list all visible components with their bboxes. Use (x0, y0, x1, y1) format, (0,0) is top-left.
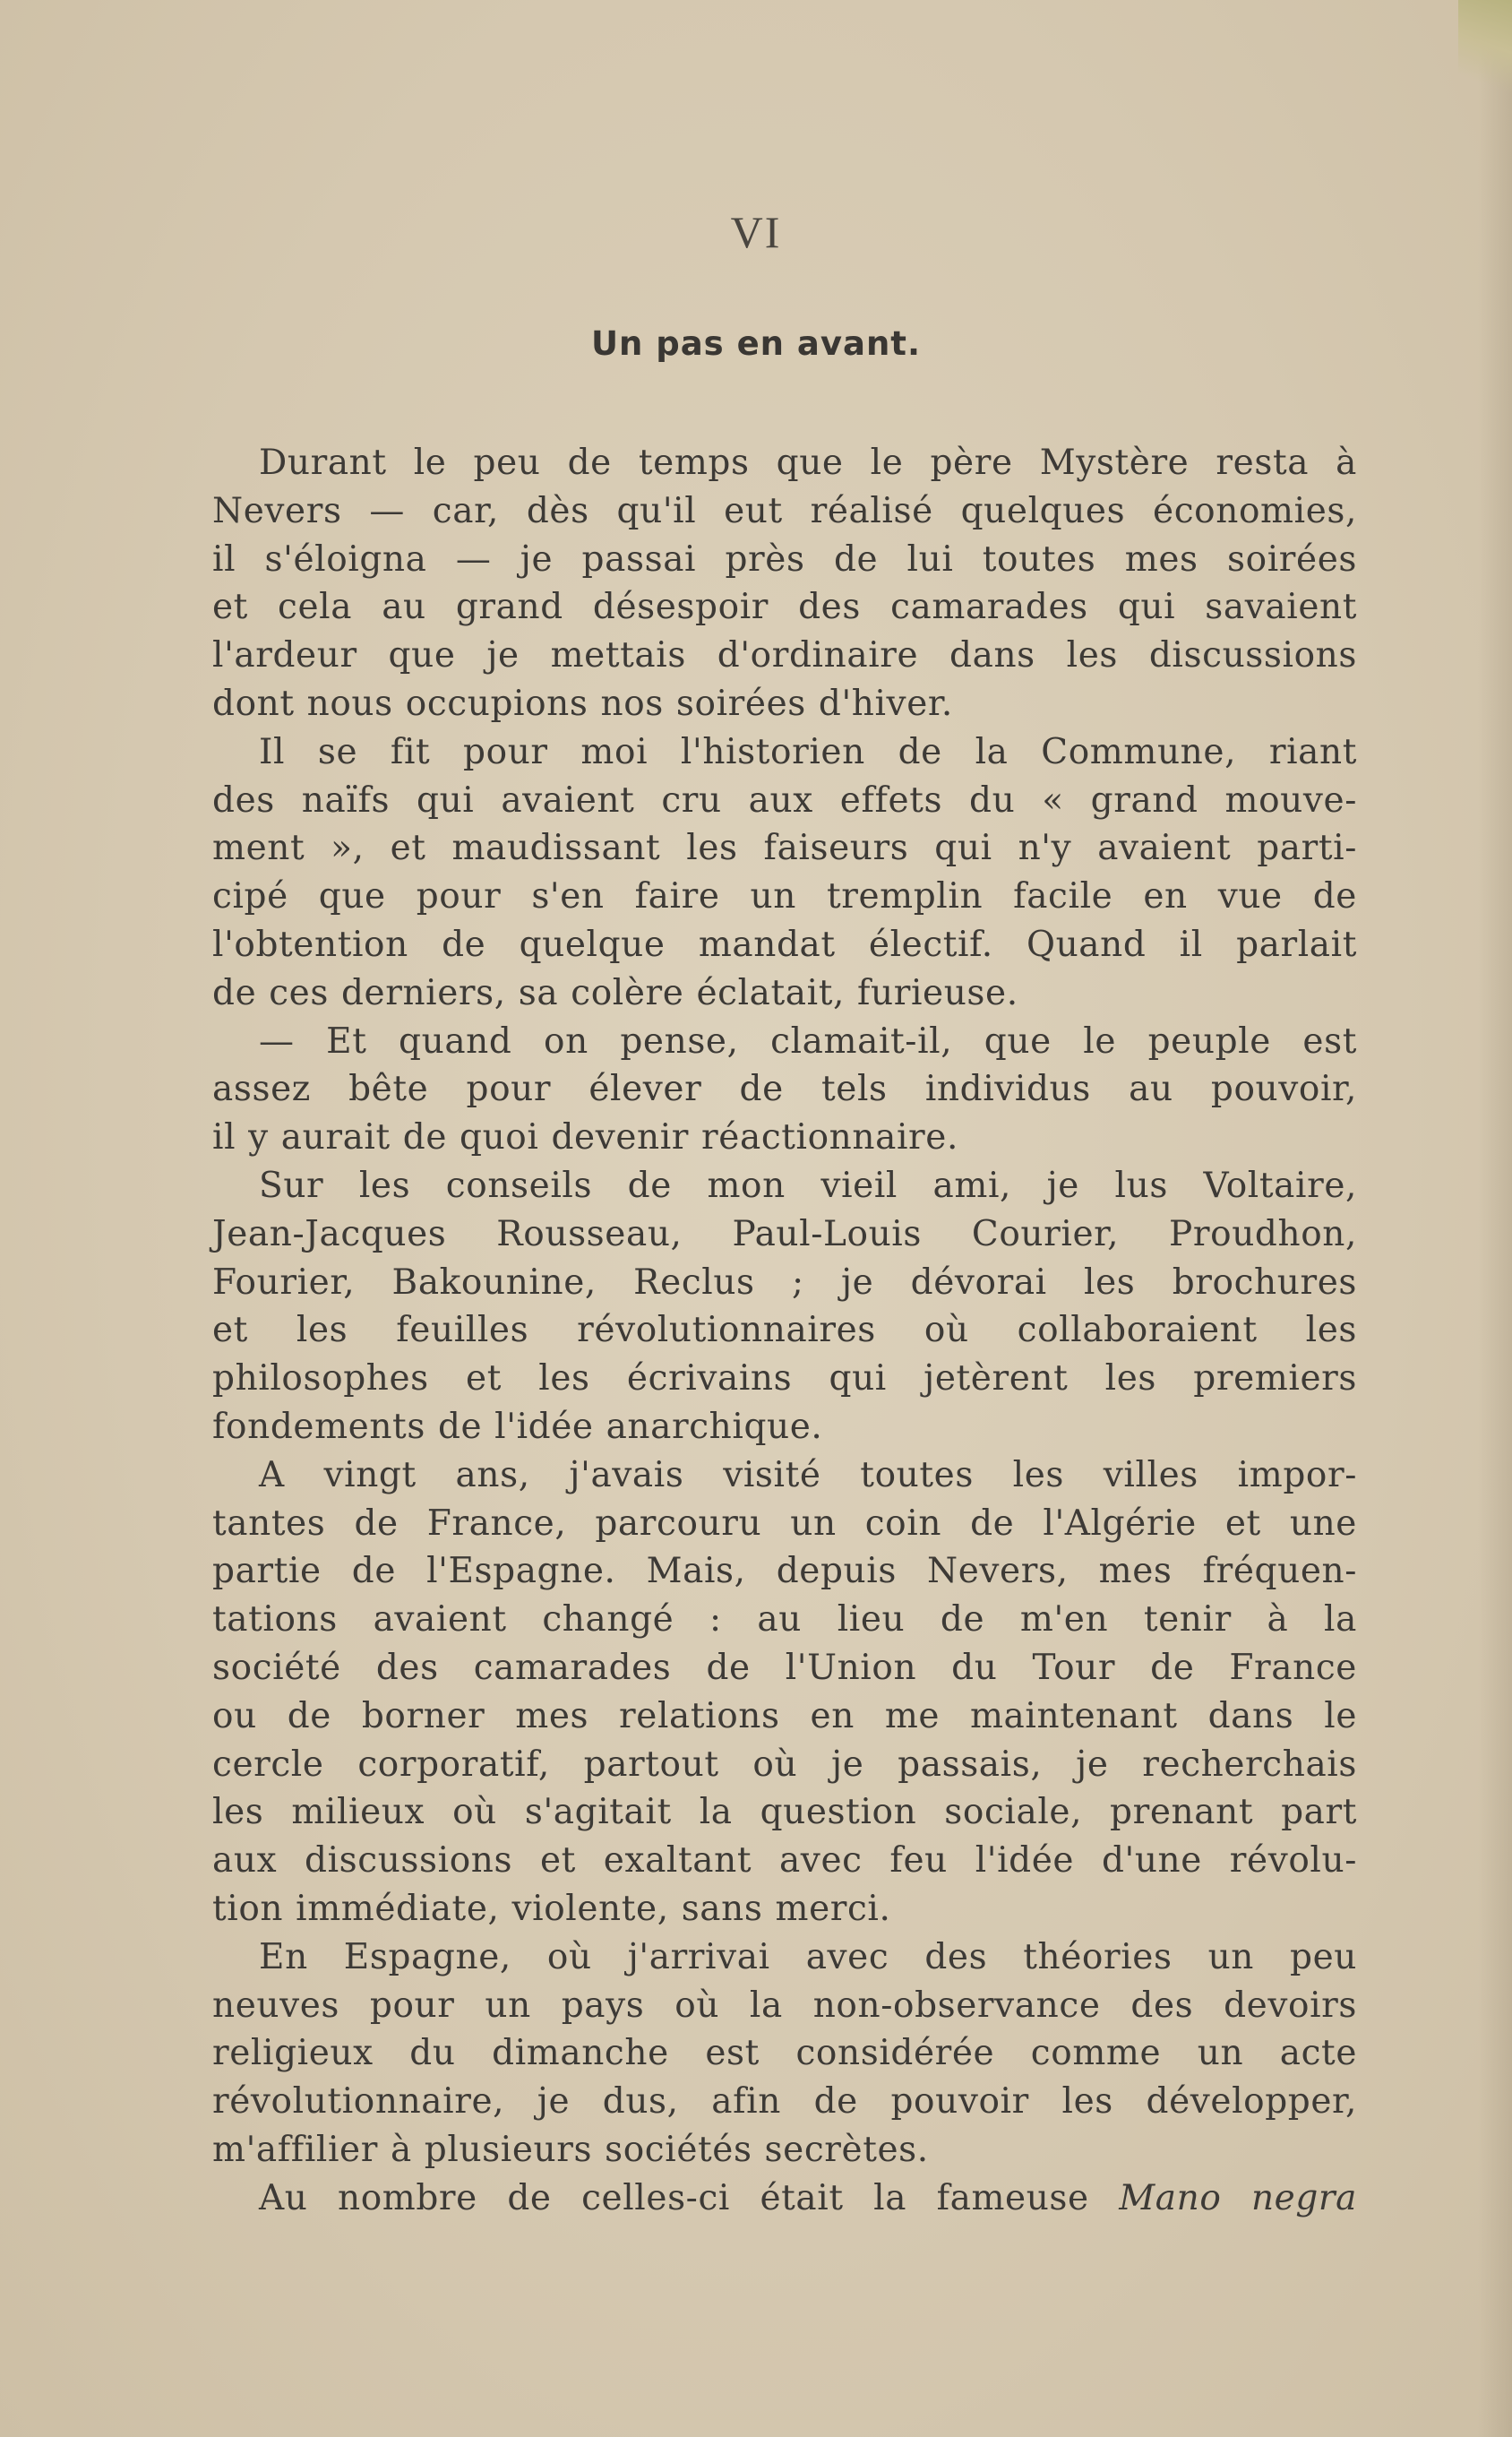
text-line: il s'éloigna — je passai près de lui toutes mes soirées (212, 538, 1357, 580)
italic-term: Mano negra (1119, 2177, 1357, 2218)
text-line: m'affilier à plusieurs sociétés secrètes. (212, 2129, 929, 2170)
text-line: Jean-Jacques Rousseau, Paul-Louis Courier, Proudhon, (212, 1213, 1357, 1254)
text-line: tantes de France, parcouru un coin de l'Algérie et une (212, 1503, 1357, 1544)
text-line: des naïfs qui avaient cru aux effets du « grand mouve- (212, 779, 1357, 821)
text-line: fondements de l'idée anarchique. (212, 1406, 823, 1447)
text-line: cipé que pour s'en faire un tremplin facile en vue de (212, 876, 1357, 917)
text-line: assez bête pour élever de tels individus au pouvoir, (212, 1069, 1357, 1110)
corner-stain (1458, 0, 1512, 99)
text-line: religieux du dimanche est considérée comme un acte (212, 2033, 1357, 2074)
text-line: ou de borner mes relations en me maintenant dans le (212, 1695, 1357, 1736)
text-line: dont nous occupions nos soirées d'hiver. (212, 683, 953, 724)
text-line: A vingt ans, j'avais visité toutes les villes impor- (259, 1454, 1357, 1495)
text-line: partie de l'Espagne. Mais, depuis Nevers, mes fréquen- (212, 1551, 1357, 1592)
text-line: il y aurait de quoi devenir réactionnaire. (212, 1117, 958, 1158)
chapter-number: VI (730, 207, 782, 257)
text-line: — Et quand on pense, clamait-il, que le peuple est (259, 1020, 1357, 1062)
text-line: l'obtention de quelque mandat électif. Quand il parlait (212, 924, 1357, 965)
text-line: En Espagne, où j'arrivai avec des théories un peu (259, 1936, 1357, 1977)
text-line: société des camarades de l'Union du Tour de France (212, 1647, 1357, 1688)
text-line: neuves pour un pays où la non-observance des devoirs (212, 1985, 1357, 2026)
text-line: ment », et maudissant les faiseurs qui n'y avaient parti- (212, 828, 1357, 869)
chapter-title: Un pas en avant. (590, 324, 922, 363)
text-line: tations avaient changé : au lieu de m'en tenir à la (212, 1599, 1357, 1640)
text-line: philosophes et les écrivains qui jetèrent les premiers (212, 1358, 1357, 1399)
text-line: l'ardeur que je mettais d'ordinaire dans les discussions (212, 635, 1357, 676)
page-edge-shadow (1478, 0, 1512, 2437)
text-line: Fourier, Bakounine, Reclus ; je dévorai les brochures (212, 1262, 1357, 1303)
text-line: tion immédiate, violente, sans merci. (212, 1888, 891, 1929)
text-line: et les feuilles révolutionnaires où collaboraient les (212, 1310, 1357, 1351)
text-line: Sur les conseils de mon vieil ami, je lus Voltaire, (259, 1165, 1357, 1206)
final-line-text: Au nombre de celles-ci était la fameuse (259, 2177, 1089, 2218)
text-line: et cela au grand désespoir des camarades qui savaient (212, 587, 1357, 628)
text-line: cercle corporatif, partout où je passais, je recherchais (212, 1744, 1357, 1785)
text-line: Nevers — car, dès qu'il eut réalisé quelques économies, (212, 490, 1357, 531)
text-line-final (212, 2174, 1357, 2223)
body-text (212, 439, 1357, 2222)
text-line: Durant le peu de temps que le père Mystère resta à (259, 443, 1357, 483)
text-line: Il se fit pour moi l'historien de la Commune, riant (259, 731, 1357, 772)
text-line: révolutionnaire, je dus, afin de pouvoir les développer, (212, 2081, 1357, 2123)
text-line: les milieux où s'agitait la question sociale, prenant part (212, 1792, 1357, 1833)
text-line: de ces derniers, sa colère éclatait, furieuse. (212, 972, 1018, 1013)
text-line: aux discussions et exaltant avec feu l'idée d'une révolu- (212, 1840, 1357, 1882)
